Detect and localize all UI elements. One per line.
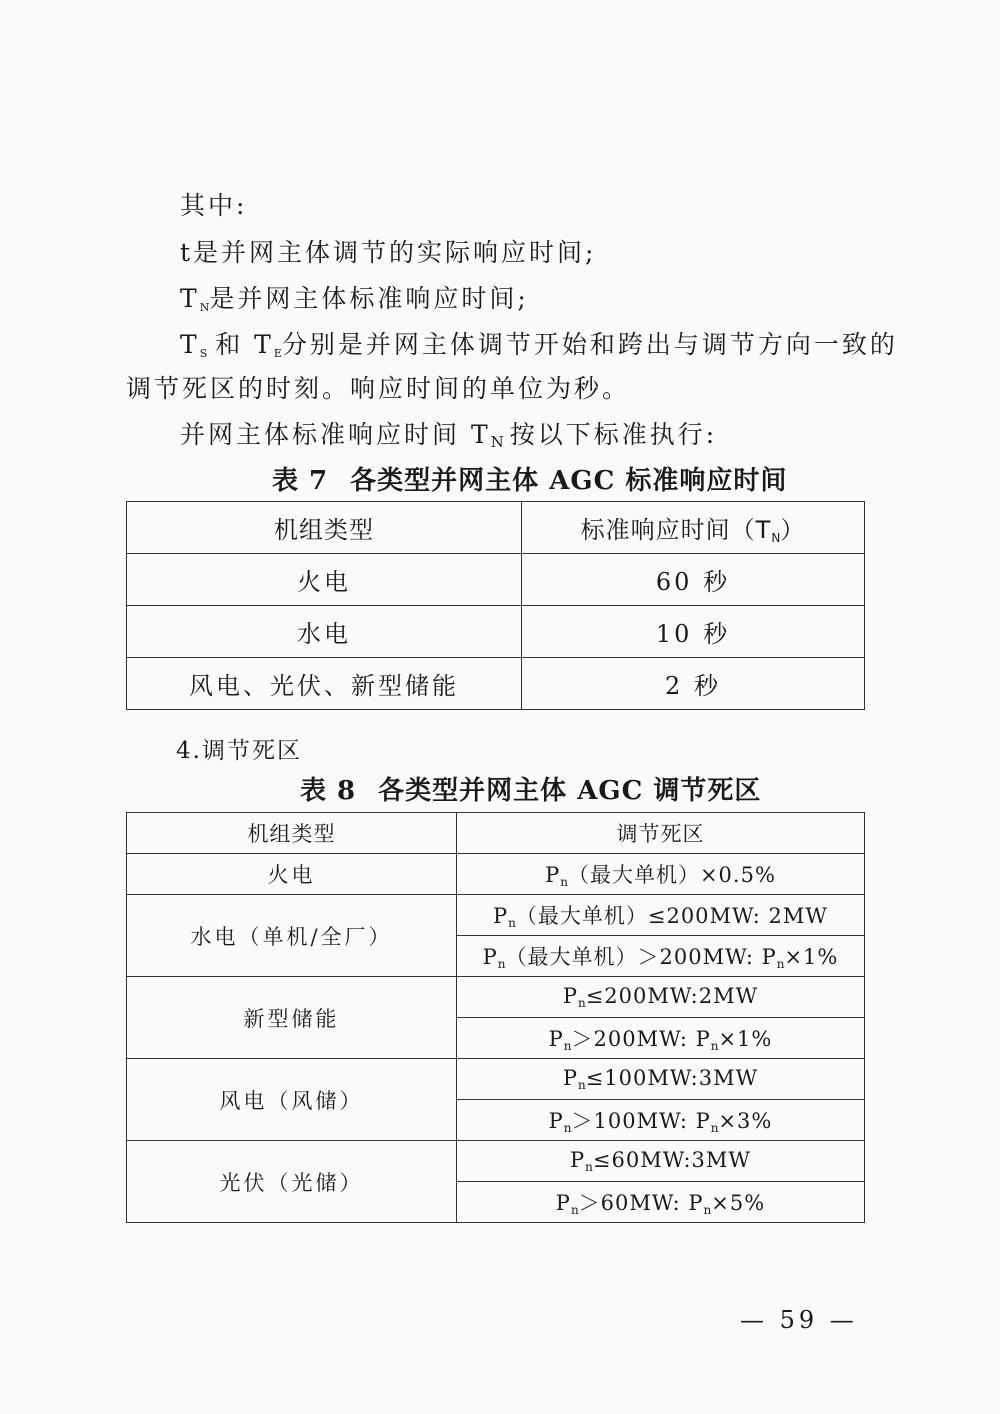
table8-title: 各类型并网主体 AGC 调节死区: [378, 776, 762, 806]
table-header-row: [127, 813, 865, 854]
paragraph-tn-definition: [180, 286, 529, 313]
dead-band-cell: Pn（最大单机）＞200MW: Pn×1%: [457, 936, 865, 977]
table-row: [127, 1141, 865, 1182]
tn-standard-subscript: N: [490, 433, 504, 451]
unit-type-cell: 风电、光伏、新型储能: [127, 658, 522, 710]
paragraph-t-definition: t是并网主体调节的实际响应时间;: [180, 238, 597, 267]
te-symbol: 和 T: [215, 330, 274, 359]
table7-number: 表 7: [272, 466, 329, 496]
unit-type-cell: 水电（单机/全厂）: [127, 895, 457, 977]
unit-type-cell: 火电: [127, 554, 522, 606]
table-row: [127, 554, 865, 606]
response-time-table: [126, 501, 865, 710]
header-unit-type: 机组类型: [127, 813, 457, 854]
dead-band-cell: Pn＞100MW: Pn×3%: [457, 1100, 865, 1141]
dead-band-cell: Pn≤60MW:3MW: [457, 1141, 865, 1182]
tn-standard-text: 并网主体标准响应时间 T: [180, 420, 491, 449]
tn-symbol: T: [180, 284, 200, 313]
header-unit-type: 机组类型: [127, 502, 522, 554]
dead-band-cell: Pn（最大单机）×0.5%: [457, 854, 865, 895]
unit-type-cell: 新型储能: [127, 977, 457, 1059]
table-header-row: [127, 502, 865, 554]
unit-type-cell: 火电: [127, 854, 457, 895]
table8-caption: [300, 778, 761, 804]
table-row: [127, 895, 865, 936]
table-row: [127, 606, 865, 658]
paragraph-continuation: 调节死区的时刻。响应时间的单位为秒。: [126, 374, 631, 403]
ts-subscript: S: [199, 347, 208, 360]
time-cell: 10 秒: [522, 606, 865, 658]
table-row: [127, 1059, 865, 1100]
table8-number: 表 8: [300, 776, 357, 806]
dead-band-cell: Pn≤200MW:2MW: [457, 977, 865, 1018]
header-dead-band: 调节死区: [457, 813, 865, 854]
te-subscript: E: [273, 347, 282, 360]
time-cell: 60 秒: [522, 554, 865, 606]
ts-symbol: T: [180, 330, 200, 359]
page-number: — 59 —: [740, 1306, 858, 1334]
time-cell: 2 秒: [522, 658, 865, 710]
table-row: [127, 854, 865, 895]
unit-type-cell: 水电: [127, 606, 522, 658]
tn-standard-rest: 按以下标准执行:: [509, 420, 718, 449]
header-standard-time: 标准响应时间（TN）: [522, 502, 865, 554]
dead-band-cell: Pn（最大单机）≤200MW: 2MW: [457, 895, 865, 936]
tn-subscript: N: [199, 301, 210, 314]
dead-band-cell: Pn＞200MW: Pn×1%: [457, 1018, 865, 1059]
table-row: [127, 658, 865, 710]
paragraph-tn-standard: [180, 422, 717, 450]
table7-caption: [272, 468, 787, 494]
paragraph-intro: 其中:: [180, 191, 248, 220]
dead-band-table: [126, 812, 865, 1223]
ts-te-text: 分别是并网主体调节开始和跨出与调节方向一致的: [281, 330, 898, 359]
table7-title: 各类型并网主体 AGC 标准响应时间: [350, 466, 788, 496]
tn-text: 是并网主体标准响应时间;: [209, 284, 529, 313]
dead-band-cell: Pn≤100MW:3MW: [457, 1059, 865, 1100]
paragraph-ts-te-definition: [180, 332, 898, 359]
unit-type-cell: 光伏（光储）: [127, 1141, 457, 1223]
unit-type-cell: 风电（风储）: [127, 1059, 457, 1141]
dead-band-cell: Pn＞60MW: Pn×5%: [457, 1182, 865, 1223]
section-heading: 4.调节死区: [176, 738, 302, 764]
table-row: [127, 977, 865, 1018]
